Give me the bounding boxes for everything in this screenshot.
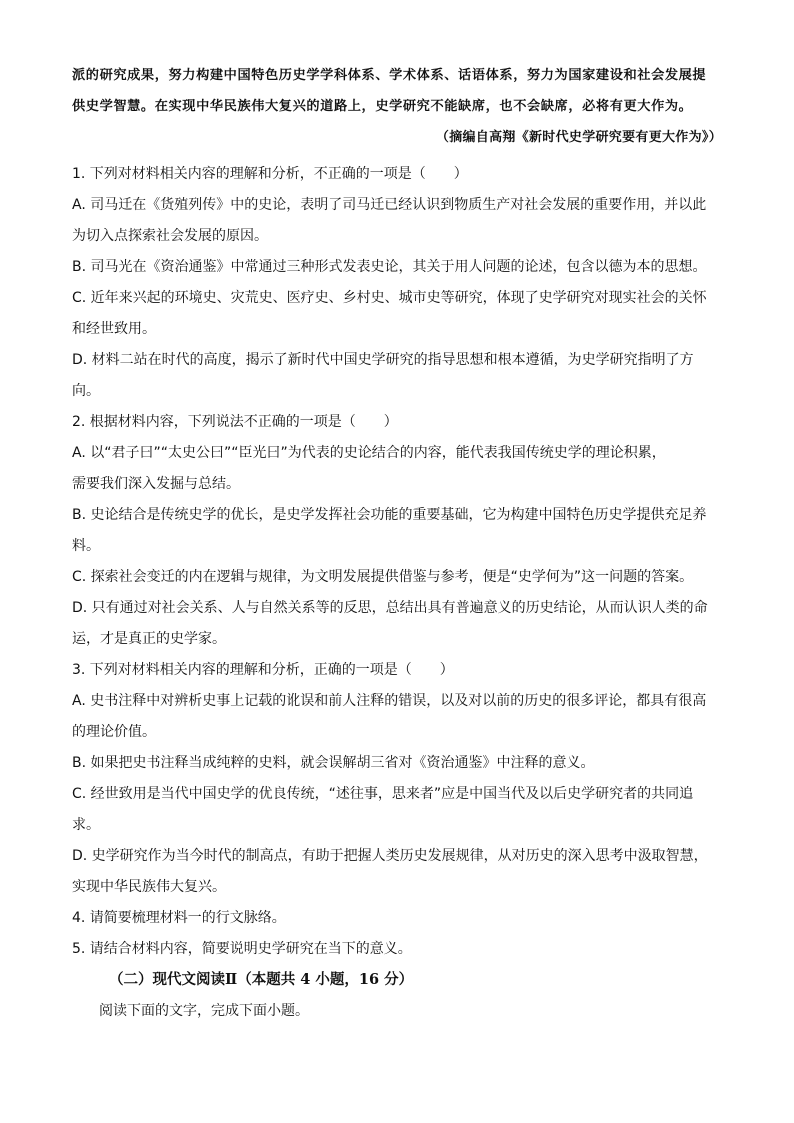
question-block [72,345,724,407]
question-text-line: 为切入点探索社会发展的原因。 [72,228,268,244]
question-text-line: D. 只有通过对社会关系、人与自然关系等的反思，总结出具有普遍意义的历史结论，从而认识人类的命 [72,600,708,616]
question-text-line: 2. 根据材料内容，下列说法不正确的一项是（ ） [72,414,398,430]
question-block [72,562,724,593]
question-block [72,841,724,903]
question-text-line: 4. 请简要梳理材料一的行文脉络。 [72,910,286,926]
question-list [72,159,724,965]
question-block [72,500,724,562]
section-heading: （二）现代文阅读Ⅱ（本题共 4 小题，16 分） [109,971,414,988]
question-block [72,686,724,748]
question-block [72,283,724,345]
question-text-line: A. 司马迁在《货殖列传》中的史论，表明了司马迁已经认识到物质生产对社会发展的重要作用，并以此 [72,197,707,213]
question-block [72,190,724,252]
question-text-line: D. 史学研究作为当今时代的制高点，有助于把握人类历史发展规律，从对历史的深入思考中汲取智慧， [72,848,708,864]
question-text-line: 求。 [72,817,100,833]
question-text-line: 实现中华民族伟大复兴。 [72,879,226,895]
question-text-line: 1. 下列对材料相关内容的理解和分析，不正确的一项是（ ） [72,166,468,182]
section-intro: 阅读下面的文字，完成下面小题。 [99,1003,309,1019]
question-block [72,934,724,965]
material-text-line-1: 派的研究成果，努力构建中国特色历史学学科体系、学术体系、话语体系，努力为国家建设和社会发展提 [72,68,707,83]
question-text-line: C. 近年来兴起的环境史、灾荒史、医疗史、乡村史、城市史等研究，体现了史学研究对现实社会的关怀 [72,290,707,306]
question-text-line: 的理论价值。 [72,724,156,740]
question-block [72,252,724,283]
question-block [72,655,724,686]
question-block [72,159,724,190]
question-block [72,779,724,841]
question-text-line: 运，才是真正的史学家。 [72,631,226,647]
question-text-line: C. 探索社会变迁的内在逻辑与规律，为文明发展提供借鉴与参考，便是“史学何为”这一问题的答案。 [72,569,694,585]
question-text-line: A. 史书注释中对辨析史事上记载的讹误和前人注释的错误，以及对以前的历史的很多评论，都具有很高 [72,693,707,709]
question-block [72,748,724,779]
question-text-line: 和经世致用。 [72,321,156,337]
material-text-line-2: 供史学智慧。在实现中华民族伟大复兴的道路上，史学研究不能缺席，也不会缺席，必将有更大作为。 [72,99,693,114]
question-block [72,903,724,934]
question-text-line: 5. 请结合材料内容，简要说明史学研究在当下的意义。 [72,941,412,957]
question-text-line: 向。 [72,383,100,399]
question-text-line: D. 材料二站在时代的高度，揭示了新时代中国史学研究的指导思想和根本遵循，为史学研究指明了方 [72,352,694,368]
question-text-line: A. 以“君子曰”“太史公曰”“臣光曰”为代表的史论结合的内容，能代表我国传统史学的理论积累， [72,445,666,461]
question-block [72,593,724,655]
question-text-line: C. 经世致用是当代中国史学的优良传统，“述往事，思来者”应是中国当代及以后史学研究者的共同追 [72,786,694,802]
source-citation: （摘编自高翔《新时代史学研究要有更大作为》） [435,130,722,145]
question-text-line: B. 司马光在《资治通鉴》中常通过三种形式发表史论，其关于用人问题的论述，包含以德为本的思想。 [72,259,707,275]
question-block [72,438,724,500]
question-text-line: 需要我们深入发掘与总结。 [72,476,240,492]
question-text-line: B. 史论结合是传统史学的优长，是史学发挥社会功能的重要基础，它为构建中国特色历史学提供充足养 [72,507,707,523]
question-text-line: 料。 [72,538,100,554]
question-block [72,407,724,438]
question-text-line: 3. 下列对材料相关内容的理解和分析，正确的一项是（ ） [72,662,454,678]
question-text-line: B. 如果把史书注释当成纯粹的史料，就会误解胡三省对《资治通鉴》中注释的意义。 [72,755,595,771]
